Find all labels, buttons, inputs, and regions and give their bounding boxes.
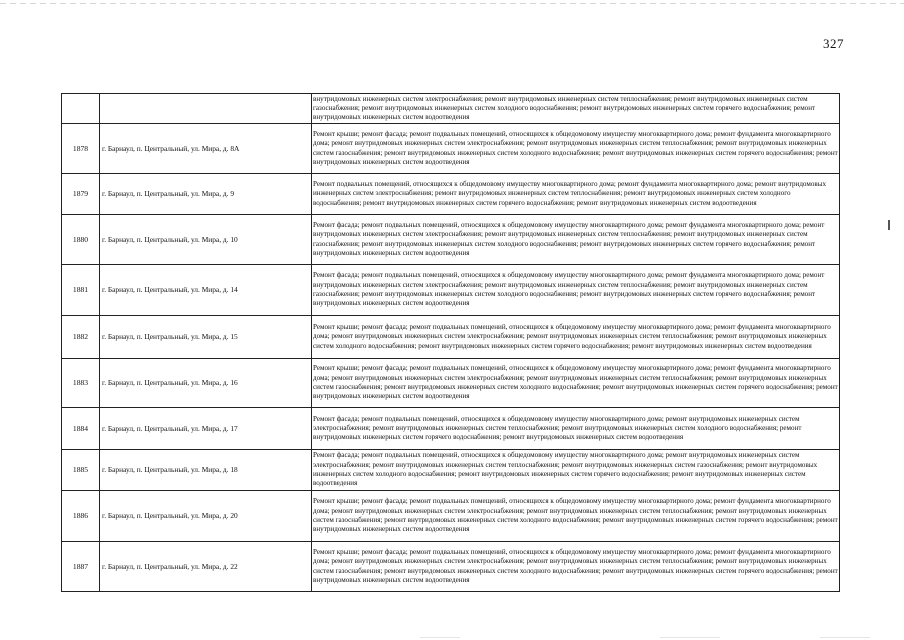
table-row: [62, 265, 840, 316]
row-address: г. Барнаул, п. Центральный, ул. Мира, д. 10: [100, 215, 312, 265]
row-number: 1879: [62, 174, 100, 215]
table-row: [62, 491, 840, 542]
row-number: 1885: [62, 450, 100, 491]
row-address: г. Барнаул, п. Центральный, ул. Мира, д. 14: [100, 265, 312, 316]
table-row: [62, 94, 840, 124]
table-row: [62, 215, 840, 265]
scan-bottom-mark: [420, 637, 460, 638]
row-address: г. Барнаул, п. Центральный, ул. Мира, д. 16: [100, 359, 312, 408]
table-row: [62, 450, 840, 491]
row-address: г. Барнаул, п. Центральный, ул. Мира, д. 17: [100, 408, 312, 450]
scan-margin-mark: [888, 220, 890, 230]
row-work-list: Ремонт крыши; ремонт фасада; ремонт подвальных помещений, относящихся к общедомовому имуществу многоквартирного дома; ремонт фундамента многоквартирного дома; ремонт внутридомовых инженерных систем электроснабжения; ремонт внутридомовых инженерных систем теплоснабжения; ремонт внутридомовых инженерных систем газоснабжения; ремонт внутридомовых инженерных систем холодного водоснабжения; ремонт внутридомовых инженерных систем горячего водоснабжения; ремонт внутридомовых инженерных систем водоотведения: [312, 124, 840, 174]
row-number: 1882: [62, 316, 100, 359]
row-address: г. Барнаул, п. Центральный, ул. Мира, д. 9: [100, 174, 312, 215]
scan-bottom-mark: [660, 637, 720, 638]
scan-bottom-mark: [820, 637, 870, 638]
repair-works-table: [61, 93, 840, 592]
row-work-list: Ремонт крыши; ремонт фасада; ремонт подвальных помещений, относящихся к общедомовому имуществу многоквартирного дома; ремонт фундамента многоквартирного дома; ремонт внутридомовых инженерных систем электроснабжения; ремонт внутридомовых инженерных систем теплоснабжения; ремонт внутридомовых инженерных систем газоснабжения; ремонт внутридомовых инженерных систем холодного водоснабжения; ремонт внутридомовых инженерных систем горячего водоснабжения; ремонт внутридомовых инженерных систем водоотведения: [312, 359, 840, 408]
row-work-list: Ремонт фасада; ремонт подвальных помещений, относящихся к общедомовому имуществу многоквартирного дома; ремонт фундамента многоквартирного дома; ремонт внутридомовых инженерных систем электроснабжения; ремонт внутридомовых инженерных систем теплоснабжения; ремонт внутридомовых инженерных систем газоснабжения; ремонт внутридомовых инженерных систем холодного водоснабжения; ремонт внутридомовых инженерных систем горячего водоснабжения; ремонт внутридомовых инженерных систем водоотведения: [312, 265, 840, 316]
table-row: [62, 316, 840, 359]
row-number: [62, 94, 100, 124]
row-address: г. Барнаул, п. Центральный, ул. Мира, д. 22: [100, 542, 312, 592]
row-number: 1887: [62, 542, 100, 592]
table-row: [62, 408, 840, 450]
row-number: 1878: [62, 124, 100, 174]
table-row: [62, 359, 840, 408]
row-work-list: Ремонт фасада; ремонт подвальных помещений, относящихся к общедомовому имуществу многоквартирного дома; ремонт фундамента многоквартирного дома; ремонт внутридомовых инженерных систем электроснабжения; ремонт внутридомовых инженерных систем теплоснабжения; ремонт внутридомовых инженерных систем газоснабжения; ремонт внутридомовых инженерных систем холодного водоснабжения; ремонт внутридомовых инженерных систем горячего водоснабжения; ремонт внутридомовых инженерных систем водоотведения: [312, 215, 840, 265]
table-row: [62, 174, 840, 215]
row-address: [100, 94, 312, 124]
row-work-list: Ремонт фасада; ремонт подвальных помещений, относящихся к общедомовому имуществу многоквартирного дома; ремонт внутридомовых инженерных систем электроснабжения; ремонт внутридомовых инженерных систем теплоснабжения; ремонт внутридомовых инженерных систем холодного водоснабжения; ремонт внутридомовых инженерных систем горячего водоснабжения; ремонт внутридомовых инженерных систем водоотведения: [312, 408, 840, 450]
row-work-list: Ремонт крыши; ремонт фасада; ремонт подвальных помещений, относящихся к общедомовому имуществу многоквартирного дома; ремонт фундамента многоквартирного дома; ремонт внутридомовых инженерных систем электроснабжения; ремонт внутридомовых инженерных систем теплоснабжения; ремонт внутридомовых инженерных систем газоснабжения; ремонт внутридомовых инженерных систем холодного водоснабжения; ремонт внутридомовых инженерных систем горячего водоснабжения; ремонт внутридомовых инженерных систем водоотведения: [312, 491, 840, 542]
scan-edge-line: [0, 3, 904, 4]
row-work-list: Ремонт подвальных помещений, относящихся к общедомовому имуществу многоквартирного дома; ремонт фундамента многоквартирного дома; ремонт внутридомовых инженерных систем электроснабжения; ремонт внутридомовых инженерных систем теплоснабжения; ремонт внутридомовых инженерных систем холодного водоснабжения; ремонт внутридомовых инженерных систем горячего водоснабжения; ремонт внутридомовых инженерных систем водоотведения: [312, 174, 840, 215]
table-row: [62, 124, 840, 174]
row-number: 1886: [62, 491, 100, 542]
page-number: 327: [823, 36, 844, 51]
row-work-list: Ремонт крыши; ремонт фасада; ремонт подвальных помещений, относящихся к общедомовому имуществу многоквартирного дома; ремонт фундамента многоквартирного дома; ремонт внутридомовых инженерных систем электроснабжения; ремонт внутридомовых инженерных систем теплоснабжения; ремонт внутридомовых инженерных систем газоснабжения; ремонт внутридомовых инженерных систем холодного водоснабжения; ремонт внутридомовых инженерных систем горячего водоснабжения; ремонт внутридомовых инженерных систем водоотведения: [312, 542, 840, 592]
row-address: г. Барнаул, п. Центральный, ул. Мира, д. 18: [100, 450, 312, 491]
row-work-list: Ремонт фасада; ремонт подвальных помещений, относящихся к общедомовому имуществу многоквартирного дома; ремонт внутридомовых инженерных систем электроснабжения; ремонт внутридомовых инженерных систем теплоснабжения; ремонт внутридомовых инженерных систем газоснабжения; ремонт внутридомовых инженерных систем холодного водоснабжения; ремонт внутридомовых инженерных систем горячего водоснабжения; ремонт внутридомовых инженерных систем водоотведения: [312, 450, 840, 491]
table-row: [62, 542, 840, 592]
row-number: 1883: [62, 359, 100, 408]
row-number: 1880: [62, 215, 100, 265]
row-address: г. Барнаул, п. Центральный, ул. Мира, д. 20: [100, 491, 312, 542]
row-work-list: Ремонт крыши; ремонт фасада; ремонт подвальных помещений, относящихся к общедомовому имуществу многоквартирного дома; ремонт фундамента многоквартирного дома; ремонт внутридомовых инженерных систем электроснабжения; ремонт внутридомовых инженерных систем теплоснабжения; ремонт внутридомовых инженерных систем холодного водоснабжения; ремонт внутридомовых инженерных систем горячего водоснабжения; ремонт внутридомовых инженерных систем водоотведения: [312, 316, 840, 359]
row-work-list: внутридомовых инженерных систем электроснабжения; ремонт внутридомовых инженерных систем теплоснабжения; ремонт внутридомовых инженерных систем газоснабжения; ремонт внутридомовых инженерных систем холодного водоснабжения; ремонт внутридомовых инженерных систем горячего водоснабжения; ремонт внутридомовых инженерных систем водоотведения: [312, 94, 840, 124]
row-address: г. Барнаул, п. Центральный, ул. Мира, д. 8А: [100, 124, 312, 174]
row-number: 1884: [62, 408, 100, 450]
row-address: г. Барнаул, п. Центральный, ул. Мира, д. 15: [100, 316, 312, 359]
row-number: 1881: [62, 265, 100, 316]
